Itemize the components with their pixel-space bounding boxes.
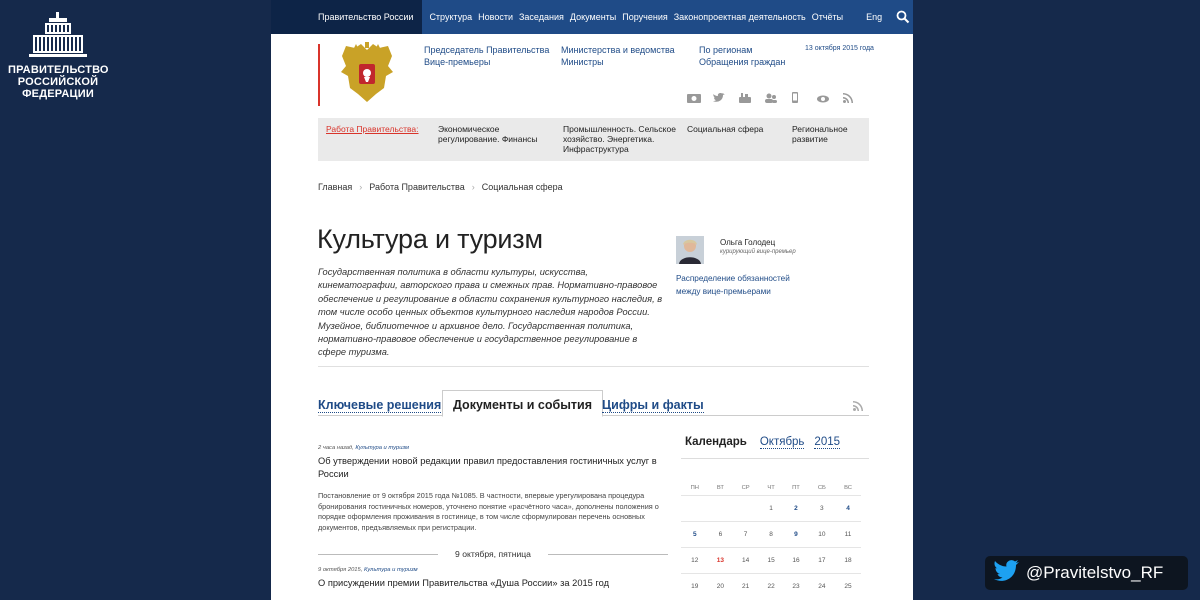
calendar-month-select[interactable]: Октябрь [759,436,805,448]
eye-icon[interactable] [817,90,829,100]
mobile-icon[interactable] [791,90,803,100]
brand-line-1: ПРАВИТЕЛЬСТВО [8,64,109,76]
link-chairman[interactable]: Председатель Правительства [424,45,550,55]
breadcrumb-work[interactable]: Работа Правительства [369,182,465,192]
link-vice-premiers[interactable]: Вице-премьеры [424,57,491,67]
camera-icon[interactable] [687,90,699,100]
chevron-right-icon: › [359,182,363,192]
calendar-day[interactable]: 11 [835,521,861,547]
work-item-regional[interactable]: Региональное развитие [792,124,848,144]
accent-bar [318,44,320,106]
calendar-day[interactable]: 1 [759,495,783,521]
twitter-handle: @Pravitelstvo_RF [1026,563,1164,582]
calendar-grid [681,482,861,599]
calendar-day[interactable]: 16 [783,547,808,573]
brand-line-3: ФЕДЕРАЦИИ [22,88,94,100]
brand-text [8,64,108,100]
news-time: 9 октября 2015, [318,567,363,573]
calendar-empty-cell [732,495,759,521]
avatar[interactable] [676,236,704,264]
nav-item-documents[interactable]: Документы [569,12,617,22]
calendar-day[interactable]: 10 [809,521,835,547]
work-item-economy[interactable]: Экономическое регулирование. Финансы [438,124,538,144]
header-column-3 [699,44,785,68]
calendar-day[interactable]: 25 [835,573,861,599]
current-date: 13 октября 2015 года [805,45,874,52]
curator-name[interactable]: Ольга Голодец [720,238,776,247]
weekday-label: ПН [690,485,699,492]
news-category-link[interactable]: Культура и туризм [363,567,418,573]
header-column-1 [424,44,549,68]
link-citizen-appeals[interactable]: Обращения граждан [699,57,786,67]
weekday-label: ПТ [792,485,800,492]
calendar-week [681,547,861,573]
social-icons [687,90,855,100]
twitter-icon[interactable] [713,90,725,100]
calendar-day[interactable]: 24 [809,573,835,599]
calendar-day[interactable]: 20 [709,573,733,599]
calendar-day[interactable]: 2 [783,495,808,521]
calendar-day[interactable]: 21 [732,573,759,599]
tabs [318,390,869,416]
duties-link[interactable]: Распределение обязанностей между вице-премьерами [676,274,790,296]
news-meta [318,567,668,573]
brand-line-2: РОССИЙСКОЙ [17,76,99,88]
weekday-label: ВС [844,485,852,492]
page-description: Государственная политика в области культуры, искусства, кинематографии, авторского права и смежных прав. Нормативно-правовое обеспечение и регулирование в области сохранения культурного наследия, в том числе особо ценных объектов культурного наследия народов России. Музейное, библиотечное и архивное дело. Государственная политика, нормативно-правовое обеспечение и государственное регулирование в сфере туризма. [318,267,663,358]
rss-icon[interactable] [853,398,863,416]
calendar-day[interactable]: 8 [759,521,783,547]
calendar-empty-cell [681,495,709,521]
link-regions[interactable]: По регионам [699,45,753,55]
nav-item-structure[interactable]: Структура [429,12,473,22]
chevron-right-icon: › [471,182,475,192]
tab-key-decisions[interactable]: Ключевые решения [318,398,442,412]
link-ministries[interactable]: Министерства и ведомства [561,45,675,55]
coat-of-arms-icon[interactable] [338,42,396,109]
nav-item-orders[interactable]: Поручения [622,12,668,22]
header-column-2 [561,44,675,68]
calendar-day[interactable]: 12 [681,547,709,573]
calendar-day[interactable]: 5 [681,521,709,547]
divider [681,458,869,459]
calendar-day[interactable]: 13 [709,547,733,573]
news-item [318,445,668,533]
youtube-icon[interactable] [739,90,751,100]
calendar-day[interactable]: 6 [709,521,733,547]
news-item [318,567,668,590]
date-separator-label: 9 октября, пятница [455,549,531,559]
news-category-link[interactable]: Культура и туризм [355,445,410,451]
nav-home-link[interactable]: Правительство России [271,0,422,34]
news-meta [318,445,668,451]
calendar-day[interactable]: 15 [759,547,783,573]
calendar-day[interactable]: 18 [835,547,861,573]
nav-item-reports[interactable]: Отчёты [811,12,844,22]
page-title: Культура и туризм [317,224,543,254]
weekday-label: СР [741,485,750,492]
government-building-icon [29,12,87,58]
calendar-day[interactable]: 3 [809,495,835,521]
calendar-label: Календарь [685,436,747,448]
top-navigation [271,0,913,34]
link-ministers[interactable]: Министры [561,57,604,67]
rss-icon[interactable] [843,90,855,100]
calendar [681,436,869,590]
government-work-bar [318,118,869,161]
calendar-empty-cell [709,495,733,521]
twitter-badge[interactable] [985,556,1188,590]
weekday-label: ЧТ [767,485,775,492]
calendar-week [681,573,861,599]
calendar-week [681,495,861,521]
people-icon[interactable] [765,90,777,100]
calendar-day[interactable]: 23 [783,573,808,599]
calendar-day[interactable]: 17 [809,547,835,573]
weekday-label: СБ [817,485,826,492]
work-label[interactable]: Работа Правительства: [326,124,419,134]
news-text: Постановление от 9 октября 2015 года №1085. В частности, впервые урегулирована процедура бронирования гостиничных номеров, уточнено понятие «расчётного часа», дополнены положения о порядке оформления проживания в гостинице, в том числе сформулирован перечень основных документов, предъявляемых при регистрации. [318,491,659,532]
news-title-link[interactable]: О присуждении премии Правительства «Душа России» за 2015 год [318,578,609,588]
calendar-year-select[interactable]: 2015 [814,436,841,448]
tab-facts-figures[interactable]: Цифры и факты [602,398,704,412]
calendar-day[interactable]: 14 [732,547,759,573]
divider [318,366,869,367]
page-content [271,0,913,600]
calendar-day[interactable]: 22 [759,573,783,599]
calendar-day[interactable]: 4 [835,495,861,521]
language-switch[interactable]: Eng [866,12,883,22]
calendar-day[interactable]: 7 [732,521,759,547]
breadcrumb-social[interactable]: Социальная сфера [481,182,563,192]
nav-item-news[interactable]: Новости [478,12,513,22]
breadcrumb-home[interactable]: Главная [318,182,353,192]
date-separator [318,548,668,560]
government-logo[interactable] [8,12,108,100]
breadcrumb [318,182,563,192]
work-item-social[interactable]: Социальная сфера [687,124,764,134]
tab-documents-events[interactable]: Документы и события [442,390,603,417]
calendar-header [681,436,869,449]
weekday-label: ВТ [716,485,724,492]
nav-item-legislation[interactable]: Законопроектная деятельность [673,12,806,22]
news-title-link[interactable]: Об утверждении новой редакции правил предоставления гостиничных услуг в России [318,456,657,479]
calendar-day[interactable]: 9 [783,521,808,547]
work-item-industry[interactable]: Промышленность. Сельское хозяйство. Энергетика. Инфраструктура [563,124,676,154]
calendar-day[interactable]: 19 [681,573,709,599]
calendar-week [681,521,861,547]
twitter-bird-icon [994,560,1020,587]
news-time: 2 часа назад, [318,445,354,451]
nav-item-meetings[interactable]: Заседания [518,12,564,22]
curator-role: курирующий вице-премьер [720,249,796,255]
search-icon[interactable] [896,10,910,24]
